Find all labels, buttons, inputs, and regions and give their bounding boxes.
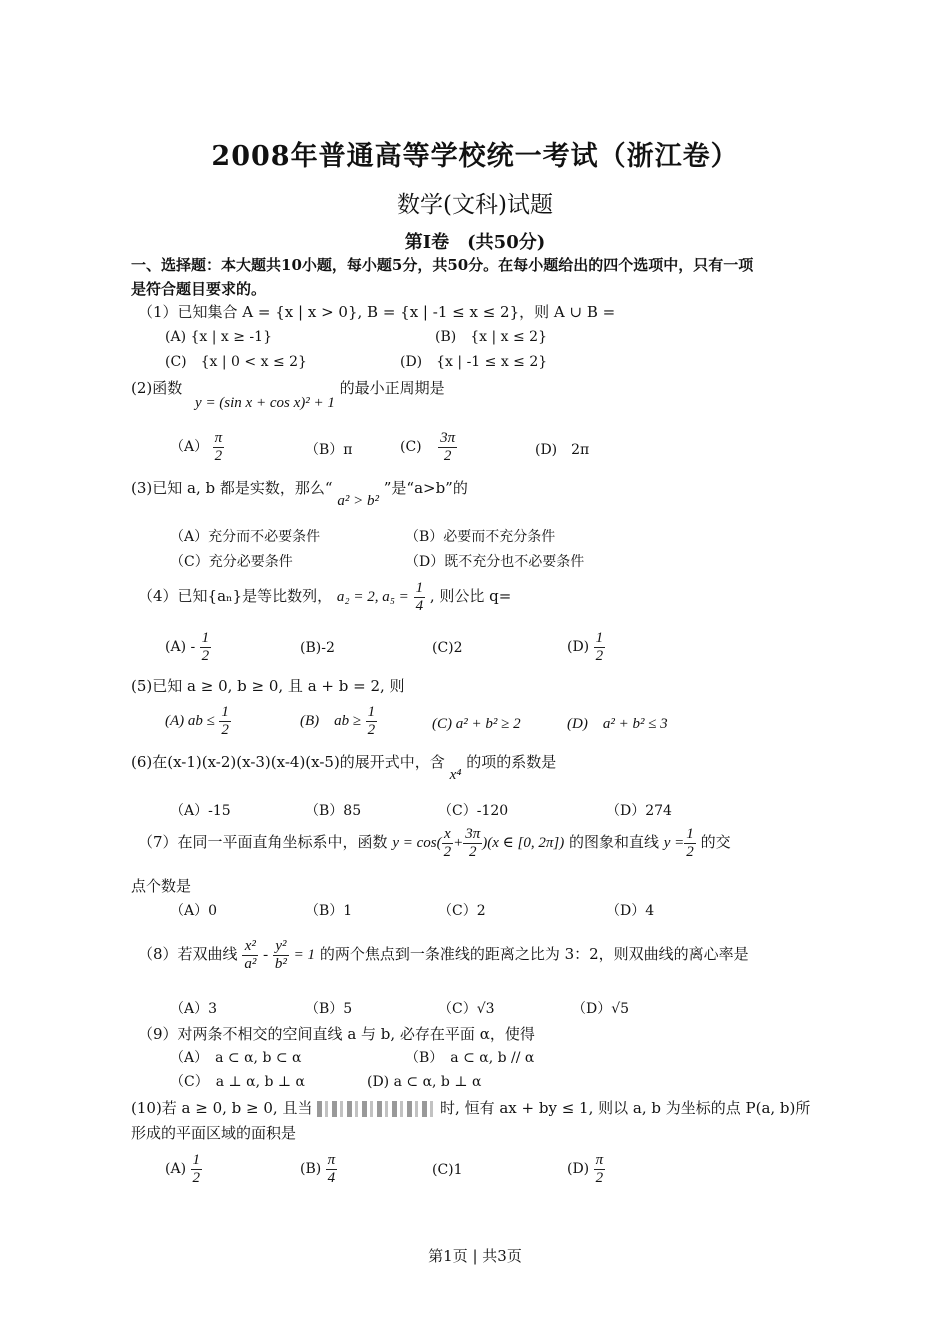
q4-option-d [567,630,605,664]
q4-stem [138,580,511,614]
q8-option-d: （D）√5 [572,1001,630,1017]
q10-stem-post: 时, 恒有 ax + by ≤ 1, 则以 a, b 为坐标的点 P(a, b)所 [440,1099,811,1117]
q3-option-c: （C）充分必要条件 [170,554,293,570]
q2-c-num: 3π [440,430,456,446]
q9-option-a: （A） a ⊂ α, b ⊂ α [170,1050,302,1066]
q8-f2-den: b² [274,955,287,972]
q5-a-fraction [219,704,231,738]
q7-option-a: （A）0 [170,903,218,919]
q7-f3-num: 1 [686,826,694,842]
q4-a-fraction [200,630,212,664]
q3-option-a: （A）充分而不必要条件 [170,529,321,545]
q10-a-label: (A) [165,1161,187,1177]
exam-title: 2008年普通高等学校统一考试（浙江卷） [211,141,739,172]
q10-stem-line2: 形成的平面区域的面积是 [131,1124,297,1142]
q3-formula: a² > b² [337,493,379,509]
q9-option-d: (D) a ⊂ α, b ⊥ α [367,1074,482,1090]
q3-stem-pre: (3)已知 a, b 都是实数，那么“ [131,479,333,497]
q9-option-b: （B） a ⊂ α, b // α [405,1050,535,1066]
q10-option-c: (C)1 [432,1162,463,1178]
q1-option-a: (A) {x | x ≥ -1} [165,329,272,345]
q2-formula: y = (sin x + cos x)² + 1 [195,395,335,411]
q2-a-label: （A） [170,439,209,455]
q8-f2-num: y² [273,938,289,956]
q6-stem-post: 的项的系数是 [466,753,557,771]
q10-b-label: (B) [300,1161,322,1177]
q7-formula-post: )(x ∈ [0, 2π]) [482,835,565,851]
q5-b-label: (B) ab ≥ [300,713,362,729]
q5-option-a [165,704,231,738]
q3-stem [131,478,468,509]
q4-a-num: 1 [201,630,210,646]
q4-stem-pre: （4）已知{aₙ}是等比数列， [138,587,333,605]
q7-f1-num: x [442,826,454,844]
q7-stem-mid: 的图象和直线 [568,833,659,851]
q1-option-d: (D) {x | -1 ≤ x ≤ 2} [400,354,548,370]
q5-b-fraction [366,704,378,738]
q8-stem-post: 的两个焦点到一条准线的距离之比为 3：2，则双曲线的离心率是 [319,945,749,963]
q2-a-fraction [213,430,225,464]
q8-option-c: （C）√3 [438,1001,495,1017]
q10-d-den: 2 [595,1169,604,1186]
q10-option-d [567,1152,605,1186]
q6-option-a: （A）-15 [170,803,231,819]
q5-option-c: (C) a² + b² ≥ 2 [432,716,521,732]
q8-option-a: （A）3 [170,1001,218,1017]
page-footer: 第1页 | 共3页 [428,1247,522,1265]
q10-d-num: π [595,1152,604,1168]
q4-f-num: 1 [415,580,424,596]
q7-plus: + [453,835,464,851]
q7-f1-den: 2 [443,843,452,860]
q2-stem-post: 的最小正周期是 [339,379,445,397]
q2-a-num: π [214,430,223,446]
q6-option-b: （B）85 [305,803,362,819]
q5-b-num: 1 [367,704,376,720]
q5-a-label: (A) ab ≤ [165,713,215,729]
q7-fraction-2 [463,826,482,860]
q7-stem [138,826,731,860]
q7-fraction-3 [684,826,696,860]
q4-f-den: 4 [415,597,424,614]
q4-a-label: (A) - [165,639,196,655]
q6-stem-pre: (6)在(x-1)(x-2)(x-3)(x-4)(x-5)的展开式中，含 [131,753,445,771]
q1-stem: （1）已知集合 A = {x | x > 0}, B = {x | -1 ≤ x ≤ 2}，则 A ∪ B = [138,303,616,321]
q8-eq: = 1 [293,947,316,963]
q10-b-fraction [326,1152,338,1186]
q7-f3-den: 2 [686,843,694,860]
q10-a-fraction [191,1152,203,1186]
q10-b-den: 4 [327,1169,336,1186]
q3-option-d: （D）既不充分也不必要条件 [405,554,585,570]
part-heading: 第Ⅰ卷 (共50分) [404,232,546,253]
q5-stem: (5)已知 a ≥ 0, b ≥ 0, 且 a + b = 2, 则 [131,677,405,695]
q5-option-b [300,704,377,738]
q10-obscured-condition [317,1101,435,1117]
q10-a-num: 1 [192,1152,200,1168]
q10-stem-pre: (10)若 a ≥ 0, b ≥ 0, 且当 [131,1099,313,1117]
section-instructions-line1: 一、选择题：本大题共10小题，每小题5分，共50分。在每小题给出的四个选项中，只有一项 [131,256,754,274]
q7-f2-num: 3π [465,826,481,842]
q8-stem-pre: （8）若双曲线 [138,945,238,963]
q4-a-den: 2 [201,647,210,664]
q6-formula: x⁴ [449,767,462,783]
q10-d-label: (D) [567,1161,590,1177]
q4-stem-post: , 则公比 q= [429,587,512,605]
q1-option-b: (B) {x | x ≤ 2} [435,329,547,345]
q7-option-b: （B）1 [305,903,353,919]
q10-b-num: π [327,1152,336,1168]
q6-option-c: （C）-120 [438,803,509,819]
q2-a-den: 2 [214,447,223,464]
q2-c-label: (C) [400,439,422,455]
q3-option-b: （B）必要而不充分条件 [405,529,556,545]
q4-d-fraction [594,630,606,664]
q4-d-num: 1 [595,630,604,646]
q5-a-num: 1 [221,704,229,720]
q10-option-a [165,1152,202,1186]
q2-stem [131,378,445,411]
q6-option-d: （D）274 [606,803,672,819]
q8-f1-den: a² [244,955,257,972]
q9-option-c: （C） a ⊥ α, b ⊥ α [170,1074,305,1090]
q8-fraction-1 [242,938,258,972]
q4-fraction [414,580,426,614]
q7-stem-pre: （7）在同一平面直角坐标系中，函数 [138,833,388,851]
q10-d-fraction [594,1152,606,1186]
q1-option-c: (C) {x | 0 < x ≤ 2} [165,354,307,370]
q7-option-d: （D）4 [606,903,655,919]
q2-option-a [170,430,224,464]
q2-c-den: 2 [443,447,452,464]
q8-minus: - [263,947,269,963]
q7-line-pre: y = [663,835,685,851]
q7-fraction-1 [442,826,454,860]
q7-stem-line2: 点个数是 [131,877,192,895]
q4-formula: a₂ = 2, a₅ = [336,589,409,605]
q4-d-label: (D) [567,639,590,655]
q8-stem [138,938,749,972]
section-instructions-line2: 是符合题目要求的。 [131,280,267,298]
q10-a-den: 2 [192,1169,200,1186]
q2-c-fraction [438,430,457,464]
q4-option-a [165,630,211,664]
exam-subtitle: 数学(文科)试题 [397,192,553,218]
q3-stem-post: ”是“a>b”的 [383,479,468,497]
q2-option-c [400,430,457,464]
q4-option-b: (B)-2 [300,640,335,656]
q7-formula-pre: y = cos( [392,835,442,851]
q9-stem: （9）对两条不相交的空间直线 a 与 b, 必存在平面 α，使得 [138,1025,535,1043]
q5-option-d: (D) a² + b² ≤ 3 [567,716,668,732]
q8-fraction-2 [273,938,289,972]
q2-stem-pre: (2)函数 [131,379,183,397]
q5-a-den: 2 [221,721,229,738]
q10-option-b [300,1152,337,1186]
q8-option-b: （B）5 [305,1001,353,1017]
q4-d-den: 2 [595,647,604,664]
q7-stem-post: 的交 [700,833,731,851]
q4-option-c: (C)2 [432,640,463,656]
q7-option-c: （C）2 [438,903,486,919]
q2-option-b: （B）π [305,442,353,458]
q7-f2-den: 2 [468,843,477,860]
q10-stem [131,1098,810,1118]
q8-f1-num: x² [242,938,258,956]
q5-b-den: 2 [367,721,376,738]
q6-stem [131,752,557,783]
q2-option-d: (D) 2π [535,442,590,458]
